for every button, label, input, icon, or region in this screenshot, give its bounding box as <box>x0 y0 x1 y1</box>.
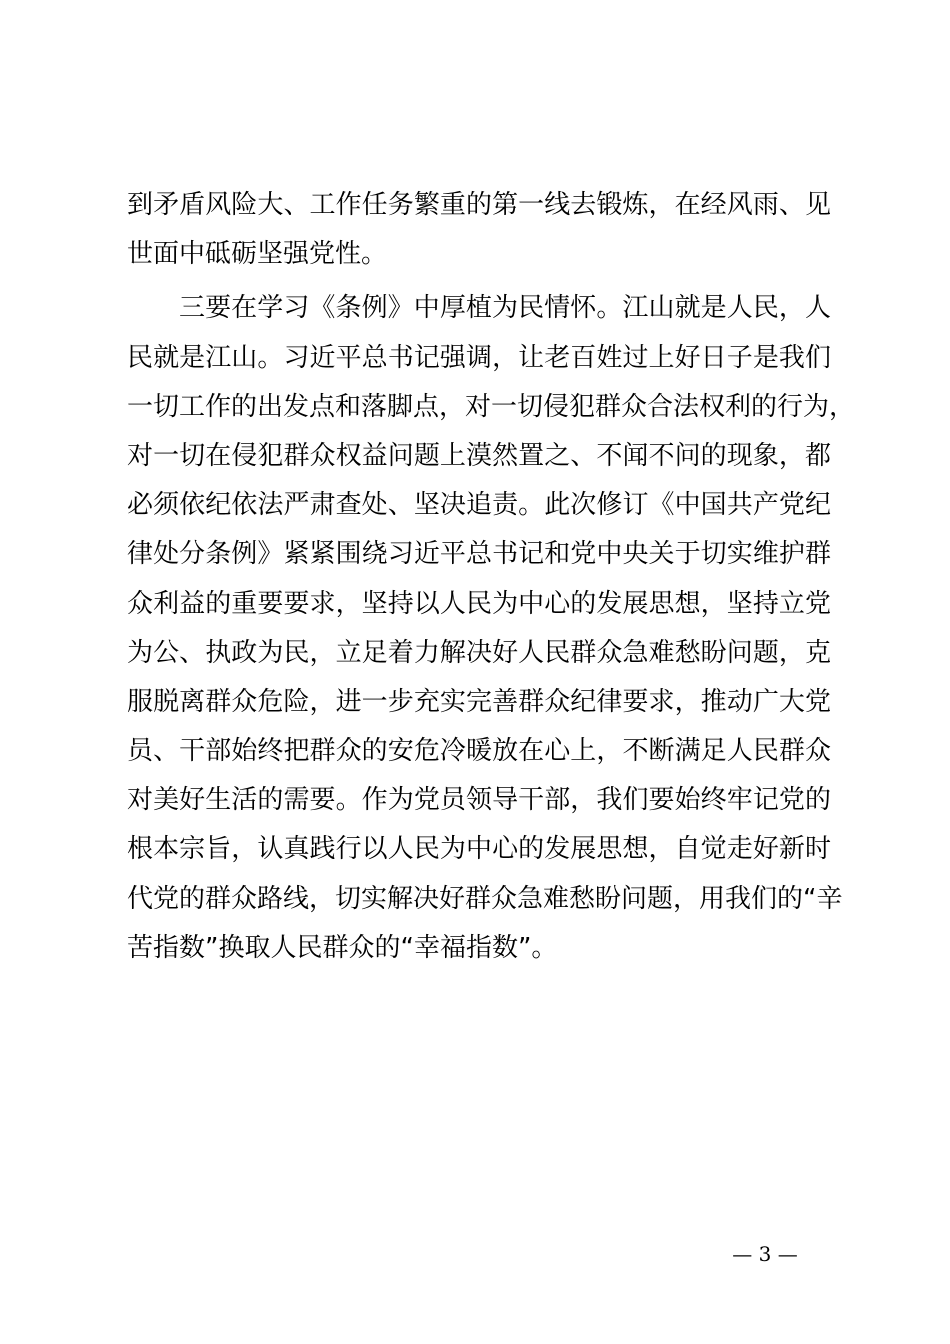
paragraph-2-line-6: 律处分条例》紧紧围绕习近平总书记和党中央关于切实维护群 <box>127 539 831 570</box>
paragraph-2-line-12: 根本宗旨，认真践行以人民为中心的发展思想，自觉走好新时 <box>127 834 831 865</box>
paragraph-2-line-13: 代党的群众路线，切实解决好群众急难愁盼问题，用我们的“辛 <box>127 883 843 914</box>
paragraph-2-line-3: 一切工作的出发点和落脚点，对一切侵犯群众合法权利的行为， <box>127 391 856 422</box>
paragraph-2-line-11: 对美好生活的需要。作为党员领导干部，我们要始终牢记党的 <box>127 785 831 816</box>
paragraph-2-line-4: 对一切在侵犯群众权益问题上漠然置之、不闻不问的现象，都 <box>127 440 831 471</box>
paragraph-2-line-10: 员、干部始终把群众的安危冷暖放在心上，不断满足人民群众 <box>127 736 831 767</box>
body-text <box>127 181 856 973</box>
paragraph-2-line-14: 苦指数”换取人民群众的“幸福指数”。 <box>127 932 558 963</box>
paragraph-2-line-2: 民就是江山。习近平总书记强调，让老百姓过上好日子是我们 <box>127 342 831 373</box>
paragraph-1-line-2: 世面中砥砺坚强党性。 <box>127 239 388 270</box>
paragraph-2-line-1: 三要在学习《条例》中厚植为民情怀。江山就是人民，人 <box>179 293 831 324</box>
paragraph-2-line-9: 服脱离群众危险，进一步充实完善群众纪律要求，推动广大党 <box>127 686 831 717</box>
paragraph-2-line-8: 为公、执政为民，立足着力解决好人民群众急难愁盼问题，克 <box>127 637 831 668</box>
paragraph-2-line-7: 众利益的重要要求，坚持以人民为中心的发展思想，坚持立党 <box>127 588 831 619</box>
page-number: — 3 — <box>732 1242 798 1266</box>
paragraph-2-line-5: 必须依纪依法严肃查处、坚决追责。此次修订《中国共产党纪 <box>127 490 831 521</box>
paragraph-1-line-1: 到矛盾风险大、工作任务繁重的第一线去锻炼，在经风雨、见 <box>127 190 831 220</box>
